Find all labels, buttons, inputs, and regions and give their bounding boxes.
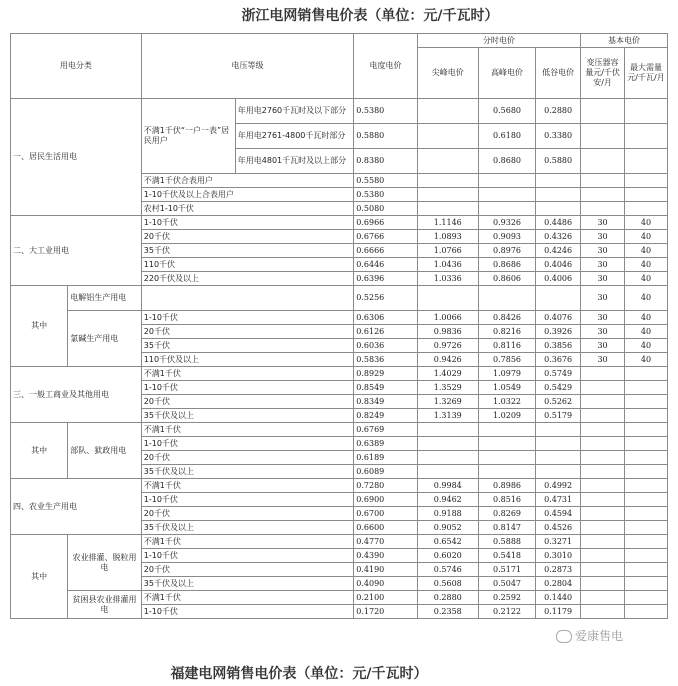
voltage-cell: 不满1千伏 [141,423,354,437]
voltage-cell: 220千伏及以上 [141,272,354,286]
sharp-cell: 0.9052 [417,521,478,535]
price-cell: 0.5836 [354,353,417,367]
voltage-cell: 不满1千伏合表用户 [141,174,354,188]
capacity-cell: 30 [581,272,625,286]
wechat-icon [556,630,572,643]
valley-cell: 0.4594 [536,507,581,521]
price-cell: 0.8929 [354,367,417,381]
capacity-cell: 30 [581,325,625,339]
price-cell: 0.5580 [354,174,417,188]
peak-cell: 0.7856 [478,353,535,367]
header-sharp: 尖峰电价 [417,48,478,99]
price-cell: 0.6700 [354,507,417,521]
peak-cell: 0.8269 [478,507,535,521]
capacity-cell: 30 [581,353,625,367]
price-cell: 0.5880 [354,124,417,149]
voltage-cell: 20千伏 [141,507,354,521]
table-row [11,99,668,124]
peak-cell: 0.5047 [478,577,535,591]
capacity-cell: 30 [581,216,625,230]
price-cell: 0.6769 [354,423,417,437]
peak-cell: 0.2122 [478,605,535,619]
category-sub-label: 其中 [11,286,68,367]
sharp-cell: 0.9462 [417,493,478,507]
voltage-cell: 年用电2761-4800千瓦时部分 [235,124,354,149]
voltage-cell: 年用电4801千瓦时及以上部分 [235,149,354,174]
sharp-cell: 1.4029 [417,367,478,381]
peak-cell: 0.5680 [478,99,535,124]
capacity-cell: 30 [581,311,625,325]
voltage-cell: 35千伏 [141,339,354,353]
sharp-cell: 0.6020 [417,549,478,563]
sharp-cell: 0.9726 [417,339,478,353]
table-row [11,367,668,381]
header-demand: 最大需量元/千瓦/月 [625,48,668,99]
demand-cell: 40 [625,230,668,244]
peak-cell: 0.5888 [478,535,535,549]
demand-cell: 40 [625,272,668,286]
price-cell: 0.6600 [354,521,417,535]
sharp-cell: 1.3269 [417,395,478,409]
price-table [10,33,668,619]
header-valley: 低谷电价 [536,48,581,99]
table-row [11,479,668,493]
table-row [11,286,668,311]
voltage-cell: 不满1千伏 [141,591,354,605]
chlor-alkali-label: 氯碱生产用电 [68,311,142,367]
header-category: 用电分类 [11,34,142,99]
peak-cell: 0.8116 [478,339,535,353]
price-cell: 0.5380 [354,188,417,202]
valley-cell: 0.2880 [536,99,581,124]
valley-cell: 0.2873 [536,563,581,577]
price-cell: 0.6396 [354,272,417,286]
valley-cell: 0.1440 [536,591,581,605]
sharp-cell: 1.0436 [417,258,478,272]
onehouse-label: 不满1千伏“一户一表”居民用户 [141,99,235,174]
voltage-cell: 1-10千伏 [141,381,354,395]
category-sub-label: 其中 [11,423,68,479]
category-agriculture: 四、农业生产用电 [11,479,142,535]
price-cell: 0.6446 [354,258,417,272]
price-cell: 0.1720 [354,605,417,619]
peak-cell: 0.2592 [478,591,535,605]
peak-cell: 0.8686 [478,258,535,272]
voltage-cell: 35千伏及以上 [141,577,354,591]
valley-cell: 0.5749 [536,367,581,381]
peak-cell: 0.8147 [478,521,535,535]
sharp-cell: 1.0336 [417,272,478,286]
price-cell: 0.5380 [354,99,417,124]
valley-cell: 0.5179 [536,409,581,423]
voltage-cell: 35千伏及以上 [141,409,354,423]
header-voltage: 电压等级 [141,34,354,99]
sharp-cell: 0.9426 [417,353,478,367]
voltage-cell: 35千伏及以上 [141,521,354,535]
sharp-cell: 1.0766 [417,244,478,258]
valley-cell: 0.3676 [536,353,581,367]
voltage-cell: 35千伏 [141,244,354,258]
capacity-cell: 30 [581,286,625,311]
voltage-cell: 不满1千伏 [141,479,354,493]
price-cell: 0.4770 [354,535,417,549]
table-title-zhejiang: 浙江电网销售电价表（单位：元/千瓦时） [241,8,499,24]
valley-cell: 0.4486 [536,216,581,230]
price-cell: 0.7280 [354,479,417,493]
voltage-cell: 20千伏 [141,395,354,409]
price-cell: 0.5080 [354,202,417,216]
demand-cell: 40 [625,258,668,272]
demand-cell: 40 [625,311,668,325]
sharp-cell: 1.0066 [417,311,478,325]
sharp-cell: 1.1146 [417,216,478,230]
valley-cell: 0.4006 [536,272,581,286]
sharp-cell: 1.3529 [417,381,478,395]
voltage-cell: 20千伏 [141,451,354,465]
peak-cell: 0.5171 [478,563,535,577]
peak-cell: 0.8986 [478,479,535,493]
voltage-cell: 年用电2760千瓦时及以下部分 [235,99,354,124]
valley-cell: 0.5262 [536,395,581,409]
valley-cell: 0.4046 [536,258,581,272]
category-residential: 一、居民生活用电 [11,99,142,216]
sharp-cell: 0.9836 [417,325,478,339]
valley-cell: 0.4992 [536,479,581,493]
peak-cell: 0.8680 [478,149,535,174]
price-cell: 0.6666 [354,244,417,258]
demand-cell: 40 [625,244,668,258]
header-tou: 分时电价 [417,34,580,48]
voltage-cell: 1-10千伏 [141,549,354,563]
price-cell: 0.8549 [354,381,417,395]
voltage-cell: 1-10千伏及以上合表用户 [141,188,354,202]
valley-cell: 0.4731 [536,493,581,507]
demand-cell: 40 [625,216,668,230]
price-cell: 0.6306 [354,311,417,325]
peak-cell: 1.0549 [478,381,535,395]
price-cell: 0.4390 [354,549,417,563]
category-general: 三、一般工商业及其他用电 [11,367,142,423]
aluminum-label: 电解铝生产用电 [68,286,142,311]
demand-cell: 40 [625,353,668,367]
valley-cell: 0.4326 [536,230,581,244]
voltage-cell: 1-10千伏 [141,437,354,451]
voltage-cell: 不满1千伏 [141,367,354,381]
peak-cell: 0.8606 [478,272,535,286]
price-cell: 0.6036 [354,339,417,353]
voltage-cell: 110千伏及以上 [141,353,354,367]
table-title-fujian: 福建电网销售电价表（单位：元/千瓦时） [170,666,428,682]
voltage-cell: 1-10千伏 [141,311,354,325]
valley-cell: 0.3271 [536,535,581,549]
voltage-cell: 农村1-10千伏 [141,202,354,216]
watermark [556,627,623,644]
capacity-cell: 30 [581,244,625,258]
voltage-cell: 20千伏 [141,325,354,339]
category-industrial: 二、大工业用电 [11,216,142,286]
peak-cell: 0.9326 [478,216,535,230]
sharp-cell: 1.3139 [417,409,478,423]
price-cell: 0.6089 [354,465,417,479]
price-cell: 0.6126 [354,325,417,339]
header-capacity: 变压器容量元/千伏安/月 [581,48,625,99]
valley-cell: 0.4526 [536,521,581,535]
voltage-cell: 35千伏及以上 [141,465,354,479]
sharp-cell: 0.6542 [417,535,478,549]
header-basic: 基本电价 [581,34,668,48]
price-cell: 0.6189 [354,451,417,465]
price-cell: 0.2100 [354,591,417,605]
category-sub-label: 其中 [11,535,68,619]
price-cell: 0.6766 [354,230,417,244]
voltage-cell: 1-10千伏 [141,216,354,230]
header-row-1 [11,34,668,48]
valley-cell: 0.3856 [536,339,581,353]
sharp-cell: 0.5608 [417,577,478,591]
valley-cell: 0.4246 [536,244,581,258]
voltage-cell: 1-10千伏 [141,605,354,619]
price-cell: 0.8249 [354,409,417,423]
voltage-cell: 20千伏 [141,563,354,577]
irrigation-label: 农业排灌、脱粒用电 [68,535,142,591]
demand-cell: 40 [625,325,668,339]
peak-cell: 0.9093 [478,230,535,244]
price-cell: 0.6389 [354,437,417,451]
voltage-cell: 不满1千伏 [141,535,354,549]
capacity-cell: 30 [581,258,625,272]
peak-cell: 1.0209 [478,409,535,423]
valley-cell: 0.5880 [536,149,581,174]
sharp-cell: 0.9188 [417,507,478,521]
capacity-cell: 30 [581,230,625,244]
military-label: 部队、狱政用电 [68,423,142,479]
peak-cell: 1.0979 [478,367,535,381]
table-row [11,311,668,325]
peak-cell: 1.0322 [478,395,535,409]
valley-cell: 0.3010 [536,549,581,563]
peak-cell: 0.8426 [478,311,535,325]
sharp-cell: 0.2358 [417,605,478,619]
price-cell: 0.4090 [354,577,417,591]
peak-cell: 0.8976 [478,244,535,258]
valley-cell: 0.2804 [536,577,581,591]
peak-cell: 0.8216 [478,325,535,339]
price-cell: 0.6966 [354,216,417,230]
sharp-cell: 0.9984 [417,479,478,493]
peak-cell: 0.5418 [478,549,535,563]
valley-cell: 0.3380 [536,124,581,149]
valley-cell: 0.3926 [536,325,581,339]
sharp-cell: 0.5746 [417,563,478,577]
price-cell: 0.4190 [354,563,417,577]
table-row [11,216,668,230]
voltage-cell: 110千伏 [141,258,354,272]
table-row [11,535,668,549]
header-price: 电度电价 [354,34,417,99]
valley-cell: 0.1179 [536,605,581,619]
peak-cell: 0.6180 [478,124,535,149]
price-cell: 0.5256 [354,286,417,311]
voltage-cell: 20千伏 [141,230,354,244]
demand-cell: 40 [625,339,668,353]
watermark-text: 爱康售电 [575,629,624,643]
price-cell: 0.8380 [354,149,417,174]
capacity-cell: 30 [581,339,625,353]
sharp-cell: 0.2880 [417,591,478,605]
table-row [11,591,668,605]
header-peak: 高峰电价 [478,48,535,99]
sharp-cell: 1.0893 [417,230,478,244]
price-cell: 0.8349 [354,395,417,409]
table-row [11,423,668,437]
valley-cell: 0.5429 [536,381,581,395]
poor-county-label: 贫困县农业排灌用电 [68,591,142,619]
price-cell: 0.6900 [354,493,417,507]
valley-cell: 0.4076 [536,311,581,325]
peak-cell: 0.8516 [478,493,535,507]
demand-cell: 40 [625,286,668,311]
voltage-cell: 1-10千伏 [141,493,354,507]
